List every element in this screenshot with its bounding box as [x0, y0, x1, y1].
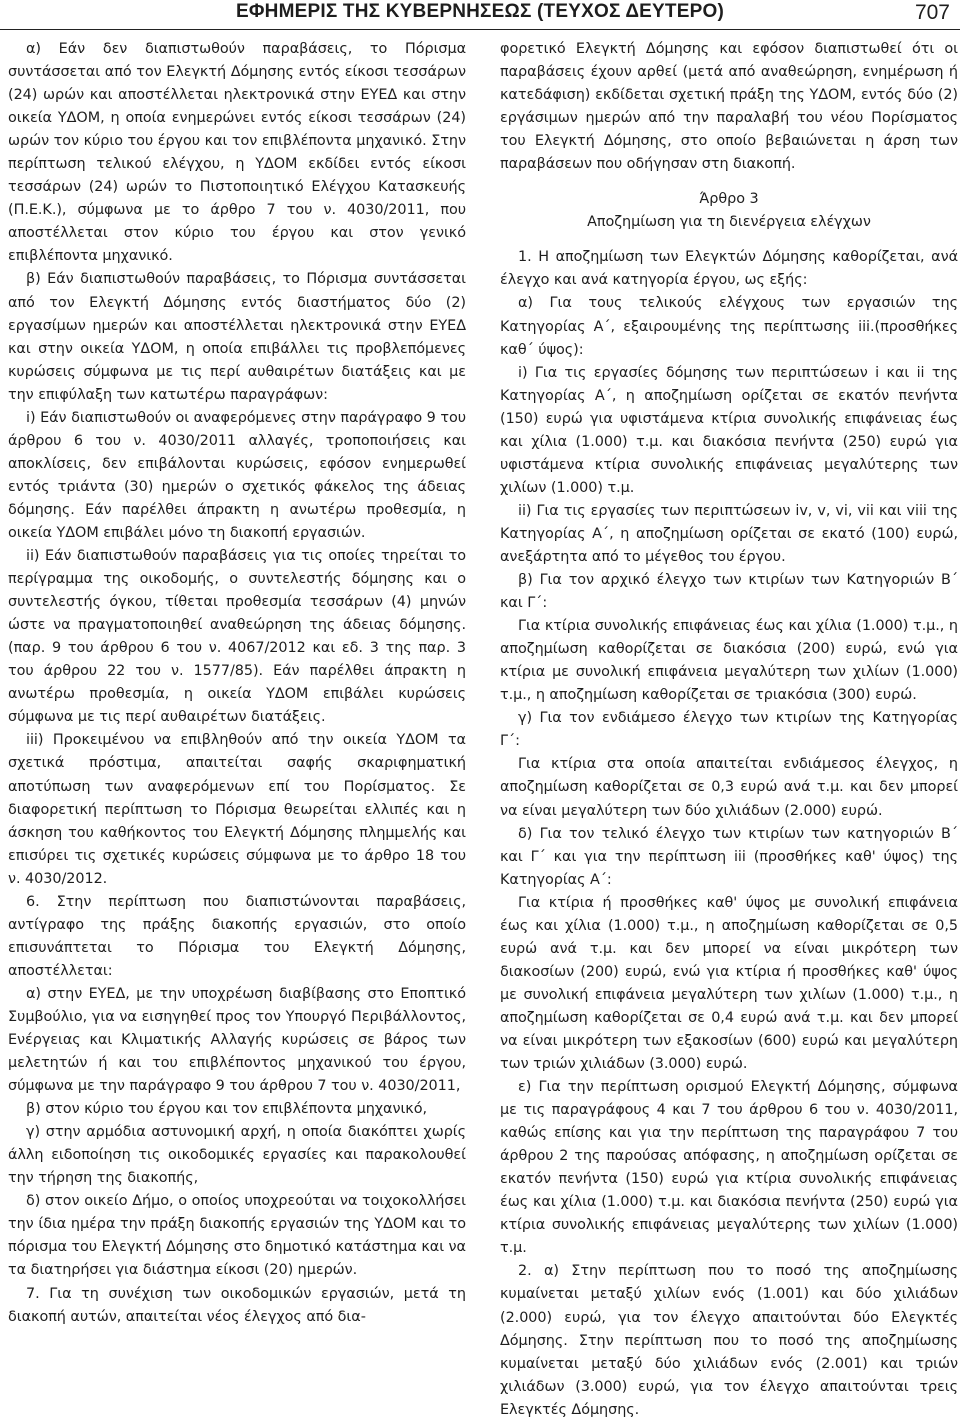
paragraph: ii) Εάν διαπιστωθούν παραβάσεις για τις οποίες τηρείται το περίγραμμα της οικοδομής, ο συντελεστής δόμησης και ο συντελεστής όγκου, τίθεται προθεσμία τεσσάρων (4) μηνών ώστε να πραγματοποιηθεί αναθεώρηση της άδειας δόμησης. (παρ. 9 του άρθρου 6 του ν. 4067/2012 και εδ. 3 της παρ. 3 του άρθρου 22 του ν. 1577/85). Εάν παρέλθει άπρακτη η ανωτέρω προθεσμία, η οικεία ΥΔΟΜ επιβάλει κυρώσεις σύμφωνα με τις περί αυθαιρέτων διατάξεις. — [8, 548, 466, 726]
paragraph: 6. Στην περίπτωση που διαπιστώνονται παραβάσεις, αντίγραφο της πράξης διακοπής εργασιών, στο οποίο επισυνάπτεται το Πόρισμα του Ελεγκτή Δόμησης, αποστέλλεται: — [8, 893, 466, 979]
paragraph: δ) στον οικείο Δήμο, ο οποίος υποχρεούται να τοιχοκολλήσει την ίδια ημέρα την πράξη διακοπής εργασιών της ΥΔΟΜ και το πόρισμα του Ελεγκτή Δόμησης στο δημοτικό κατάστημα και να τα διατηρήσει για διάστημα είκοσι (20) ημερών. — [8, 1193, 466, 1279]
article-title: Αποζημίωση για τη διενέργεια ελέγχων — [587, 214, 871, 231]
paragraph: γ) στην αρμόδια αστυνομική αρχή, η οποία διακόπτει χωρίς άλλη ειδοποίηση τις οικοδομικές εργασίες και παρακολουθεί την τήρηση της διακοπής, — [8, 1124, 466, 1187]
paragraph: iii) Προκειμένου να επιβληθούν από την οικεία ΥΔΟΜ τα σχετικά πρόστιμα, απαιτείται σαφής σκαριφηματική αποτύπωση των αναφερόμενων επί του Πορίσματος. Σε διαφορετική περίπτωση το Πόρισμα θεωρείται ελλιπές και η άσκηση του καθήκοντος του Ελεγκτή Δόμησης πλημμελής και επισύρει τις σχετικές κυρώσεις σύμφωνα με το άρθρο 18 του ν. 4030/2012. — [8, 732, 466, 887]
paragraph: γ) Για τον ενδιάμεσο έλεγχο των κτιρίων της Κατηγορίας Γ΄: — [500, 710, 958, 750]
paragraph-continuation: φορετικό Ελεγκτή Δόμησης και εφόσον διαπιστωθεί ότι οι παραβάσεις έχουν αρθεί (μετά από αναθεώρηση, ενημέρωση ή κατεδάφιση) εκδίδεται σχετική πράξη της ΥΔΟΜ, εντός δύο (2) εργάσιμων ημερών από την παραλαβή του νέου Πορίσματος του Ελεγκτή Δόμησης, στο οποίο βεβαιώνεται η άρση των παραβάσεων που οδήγησαν στη διακοπή. — [500, 41, 958, 173]
paragraph: Για κτίρια ή προσθήκες καθ' ύψος με συνολική επιφάνεια έως και χίλια (1.000) τ.μ., η αποζημίωση καθορίζεται σε 0,5 ευρώ ανά τ.μ. και δεν μπορεί να είναι μικρότερη των διακοσίων (200) ευρώ, ενώ για κτίρια ή προσθήκες καθ' ύψος με συνολική επιφάνεια μεγαλύτερη των χιλίων (1.000) τ.μ., η αποζημίωση καθορίζεται σε 0,4 ευρώ ανά τ.μ. και δεν μπορεί να είναι μικρότερη των εξακοσίων (600) ευρώ και μεγαλύτερη των τριών χιλιάδων (3.000) ευρώ. — [500, 894, 958, 1073]
paragraph: α) Εάν δεν διαπιστωθούν παραβάσεις, το Πόρισμα συντάσσεται από τον Ελεγκτή Δόμησης εντός είκοσι τεσσάρων (24) ωρών και αποστέλλεται ηλεκτρονικά στην ΕΥΕΔ και στην οικεία ΥΔΟΜ, η οποία ενημερώνει εντός είκοσι τεσσάρων (24) ωρών τον κύριο του έργου και τον επιβλέποντα μηχανικό. Στην περίπτωση τελικού ελέγχου, η ΥΔΟΜ εκδίδει εντός είκοσι τεσσάρων (24) ωρών το Πιστοποιητικό Ελέγχου Κατασκευής (Π.Ε.Κ.), σύμφωνα με το άρθρο 7 του ν. 4030/2011, που αποστέλλεται στον κύριο του έργου και στον γενικό επιβλέποντα μηχανικό. — [8, 41, 466, 265]
paragraph: 1. Η αποζημίωση των Ελεγκτών Δόμησης καθορίζεται, ανά έλεγχο και ανά κατηγορία έργου, ως εξής: — [500, 249, 958, 289]
paragraph: α) Για τους τελικούς ελέγχους των εργασιών της Κατηγορίας Α΄, εξαιρουμένης της περίπτωσης iii.(προσθήκες καθ΄ ύψος): — [500, 295, 958, 358]
page-number: 707 — [914, 1, 950, 24]
article-heading: Άρθρο 3 — [699, 191, 759, 208]
paragraph: ε) Για την περίπτωση ορισμού Ελεγκτή Δόμησης, σύμφωνα με τις παραγράφους 4 και 7 του άρθρου 6 του ν. 4030/2011, καθώς επίσης και για την περίπτωση της παραγράφου 7 του άρθρου 2 της παρούσας απόφασης, η αποζημίωση ορίζεται σε εκατόν πενήντα (150) ευρώ για κτίρια συνολικής επιφάνειας έως και χίλια (1.000) τ.μ. και διακόσια πενήντα (250) ευρώ για κτίρια συνολικής επιφάνειας μεγαλύτερης των χιλίων (1.000) τ.μ. — [500, 1079, 958, 1257]
paragraph: α) στην ΕΥΕΔ, με την υποχρέωση διαβίβασης στο Εποπτικό Συμβούλιο, για να εισηγηθεί προς τον Υπουργό Περιβάλλοντος, Ενέργειας και Κλιματικής Αλλαγής κυρώσεις σε βάρος των μελετητών ή και του επιβλέποντος μηχανικού του έργου, σύμφωνα με την παράγραφο 9 του άρθρου 7 του ν. 4030/2011, — [8, 985, 466, 1095]
paragraph: δ) Για τον τελικό έλεγχο των κτιρίων των κατηγοριών Β΄ και Γ΄ και για την περίπτωση iii (προσθήκες καθ' ύψος) της Κατηγορίας Α΄: — [500, 825, 958, 888]
paragraph: 2. α) Στην περίπτωση που το ποσό της αποζημίωσης κυμαίνεται μεταξύ χιλίων ενός (1.001) και δύο χιλιάδων (2.000) ευρώ, για τον έλεγχο απαιτούνται δύο Ελεγκτές Δόμησης. Στην περίπτωση που το ποσό της αποζημίωσης κυμαίνεται μεταξύ δύο χιλιάδων ενός (2.001) και τριών χιλιάδων (3.000) ευρώ, για τον έλεγχο απαιτούνται τρεις Ελεγκτές Δόμησης. — [500, 1263, 958, 1418]
gazette-title: ΕΦΗΜΕΡΙΣ ΤΗΣ ΚΥΒΕΡΝΗΣΕΩΣ (ΤΕΥΧΟΣ ΔΕΥΤΕΡΟ) — [236, 1, 724, 22]
left-column — [8, 38, 466, 1423]
paragraph: i) Εάν διαπιστωθούν οι αναφερόμενες στην παράγραφο 9 του άρθρου 6 του ν. 4030/2011 αλλαγές, τροποποιήσεις και αποκλίσεις, δεν επιβάλονται κυρώσεις, εφόσον ενημερωθεί εντός τριάντα (30) ημερών ο σχετικός φάκελος της άδειας δόμησης. Εάν παρέλθει άπρακτη η ανωτέρω προθεσμία, η οικεία ΥΔΟΜ επιβάλει μόνο τη διακοπή εργασιών. — [8, 409, 466, 541]
paragraph: ii) Για τις εργασίες των περιπτώσεων iv, v, vi, vii και viii της Κατηγορίας Α΄, η αποζημίωση ορίζεται σε εκατό (100) ευρώ, ανεξάρτητα από το μέγεθος του έργου. — [500, 502, 958, 565]
page-header — [0, 0, 960, 36]
paragraph: Για κτίρια στα οποία απαιτείται ενδιάμεσος έλεγχος, η αποζημίωση καθορίζεται σε 0,3 ευρώ ανά τ.μ. και δεν μπορεί να είναι μεγαλύτερη των δύο χιλιάδων (2.000) ευρώ. — [500, 756, 958, 819]
paragraph: β) Για τον αρχικό έλεγχο των κτιρίων των Κατηγοριών Β΄ και Γ΄: — [500, 572, 958, 612]
paragraph: 7. Για τη συνέχιση των οικοδομικών εργασιών, μετά τη διακοπή αυτών, απαιτείται νέος έλεγχος από δια- — [8, 1285, 466, 1325]
paragraph: β) στον κύριο του έργου και τον επιβλέποντα μηχανικό, — [26, 1101, 427, 1118]
right-column — [500, 38, 958, 1423]
paragraph: β) Εάν διαπιστωθούν παραβάσεις, το Πόρισμα συντάσσεται από τον Ελεγκτή Δόμησης εντός διαστήματος δύο (2) εργασίμων ημερών και αποστέλλεται ηλεκτρονικά στην ΕΥΕΔ και στην οικεία ΥΔΟΜ, η οποία επιβάλλει τις προβλεπόμενες κυρώσεις σύμφωνα με τις περί αυθαιρέτων διατάξεις και με την επιφύλαξη των κατωτέρω παραγράφων: — [8, 271, 466, 403]
paragraph: Για κτίρια συνολικής επιφάνειας έως και χίλια (1.000) τ.μ., η αποζημίωση καθορίζεται σε διακόσια (200) ευρώ, ενώ για κτίρια με συνολική επιφάνεια μεγαλύτερη των χιλίων (1.000) τ.μ., η αποζημίωση καθορίζεται σε τριακόσια (300) ευρώ. — [500, 618, 958, 704]
paragraph: i) Για τις εργασίες δόμησης των περιπτώσεων i και ii της Κατηγορίας Α΄, η αποζημίωση ορίζεται σε εκατόν πενήντα (150) ευρώ για υφιστάμενα κτίρια συνολικής επιφάνειας έως και χίλια (1.000) τ.μ. και διακόσια πενήντα (250) ευρώ για υφιστάμενα κτίρια συνολικής επιφάνειας μεγαλύτερης των χιλίων (1.000) τ.μ. — [500, 364, 958, 496]
header-rule — [0, 29, 960, 30]
